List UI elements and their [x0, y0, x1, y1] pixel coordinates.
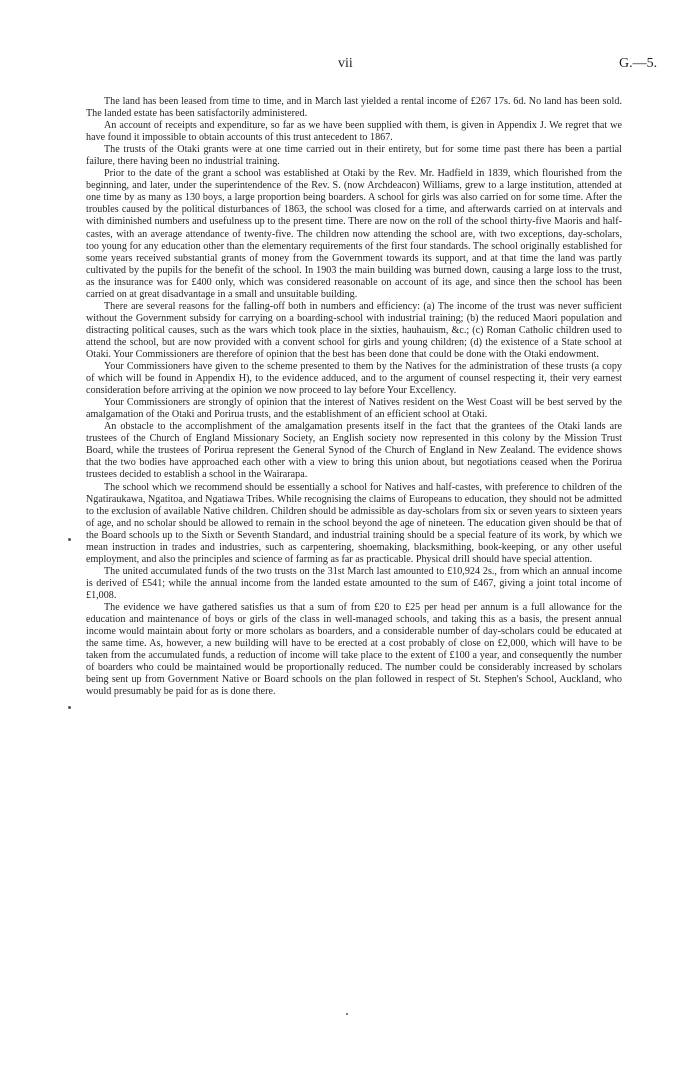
paragraph: The school which we recommend should be essentially a school for Natives and half-castes, with preference to children of the Ngatiraukawa, Ngatitoa, and Ngatiawa Tribes. While recognising the claims of Europeans to education, they should not be admitted to the exclusion of available Native children. Children should be admissible as day-scholars from six or seven years to sixteen years of age, and no scholar should be allowed to remain in the school beyond the age of nineteen. The education given should be that of the Board schools up to the Sixth or Seventh Standard, and industrial training should be a special feature of its work, by which we mean instruction in trades and industries, such as carpentering, shoemaking, blacksmithing, book-keeping, or any other useful employment, and also the principles and science of farming as far as practicable. Physical drill should have special attention. — [86, 481, 622, 565]
paragraph: Prior to the date of the grant a school was established at Otaki by the Rev. Mr. Hadfield in 1839, which flourished from the beginning, and later, under the superintendence of the Rev. S. (now Archdeacon) Williams, grew to a large institution, attended at one time by as many as 130 boys, a large proportion being boarders. A school for girls was also carried on for some time. After the troubles caused by the political disturbances of 1863, the school was closed for a time, and afterwards carried on at intervals and with diminished numbers and usefulness up to the present time. There are now on the roll of the school thirty-five Maoris and half-castes, with an average attendance of twenty-five. The children now attending the school are, with two exceptions, day-scholars, too young for any education other than the elementary requirements of the first four standards. The school originally established for some years received substantial grants of money from the Government towards its support, and at that time the land was partly cultivated by the pupils for the benefit of the school. In 1903 the main building was burned down, causing a large loss to the trust, as the insurance was for £400 only, which was considered reasonable on account of its age, and since then the school has been carried on at great disadvantage in a small and unsuitable building. — [86, 168, 622, 300]
paragraph: An obstacle to the accomplishment of the amalgamation presents itself in the fact that the grantees of the Otaki lands are trustees of the Church of England Missionary Society, an English society now represented in this colony by the Mission Trust Board, while the trustees of Porirua represent the General Synod of the Church of England in New Zealand. The evidence shows that the two bodies have approached each other with a view to bring this union about, but negotiations ceased when the Porirua trustees decided to establish a school in the Wairarapa. — [86, 421, 622, 481]
paragraph: Your Commissioners are strongly of opinion that the interest of Natives resident on the West Coast will be best served by the amalgamation of the Otaki and Porirua trusts, and the establishment of an efficient school at Otaki. — [86, 397, 622, 421]
paragraph: The trusts of the Otaki grants were at one time carried out in their entirety, but for some time past there has been a partial failure, there having been no industrial training. — [86, 144, 622, 168]
paragraph: An account of receipts and expenditure, so far as we have been supplied with them, is given in Appendix J. We regret that we have found it impossible to obtain accounts of this trust antecedent to 1867. — [86, 120, 622, 144]
paragraph: The evidence we have gathered satisfies us that a sum of from £20 to £25 per head per annum is a full allowance for the education and maintenance of boys or girls of the class in well-managed schools, and taking this as a basis, the present annual income would maintain about forty or more scholars as boarders, and a considerable number of day-scholars could be educated at the same time. As, however, a new building will have to be erected at a cost probably of close on £2,000, which will have to be taken from the accumulated funds, a reduction of income will take place to the extent of £100 a year, and consequently the number of boarders who could be maintained would be proportionally reduced. The number could be considerably increased by scholars being sent up from Government Native or Board schools on the plan followed in respect of St. Stephen's School, Auckland, who would presumably be paid for as is done there. — [86, 601, 622, 698]
document-reference: G.—5. — [619, 56, 658, 71]
paragraph: Your Commissioners have given to the scheme presented to them by the Natives for the administration of these trusts (a copy of which will be found in Appendix H), to the evidence adduced, and to the argument of counsel respecting it, their very earnest consideration before arriving at the opinion we now proceed to lay before Your Excellency. — [86, 361, 622, 397]
page-header — [0, 56, 700, 76]
scan-speck — [346, 1013, 348, 1015]
page-number: vii — [338, 56, 353, 71]
paragraph: The united accumulated funds of the two trusts on the 31st March last amounted to £10,924 2s., from which an annual income is derived of £541; while the annual income from the landed estate amounted to the sum of £467, giving a joint total income of £1,008. — [86, 565, 622, 601]
scan-speck — [68, 706, 71, 709]
paragraph: There are several reasons for the falling-off both in numbers and efficiency: (a) The income of the trust was never sufficient without the Government subsidy for carrying on a boarding-school with industrial training; (b) the reduced Maori population and distracting political causes, such as the wars which took place in the sixties, hauhauism, &c.; (c) Roman Catholic children used to attend the school, but are now provided with a convent school for girls and young children; (d) the existence of a State school at Otaki. Your Commissioners are therefore of opinion that the best has been done that could be done with the Otaki endowment. — [86, 300, 622, 360]
paragraph: The land has been leased from time to time, and in March last yielded a rental income of £267 17s. 6d. No land has been sold. The landed estate has been satisfactorily administered. — [86, 96, 622, 120]
scan-speck — [68, 538, 71, 541]
document-body — [86, 96, 622, 698]
